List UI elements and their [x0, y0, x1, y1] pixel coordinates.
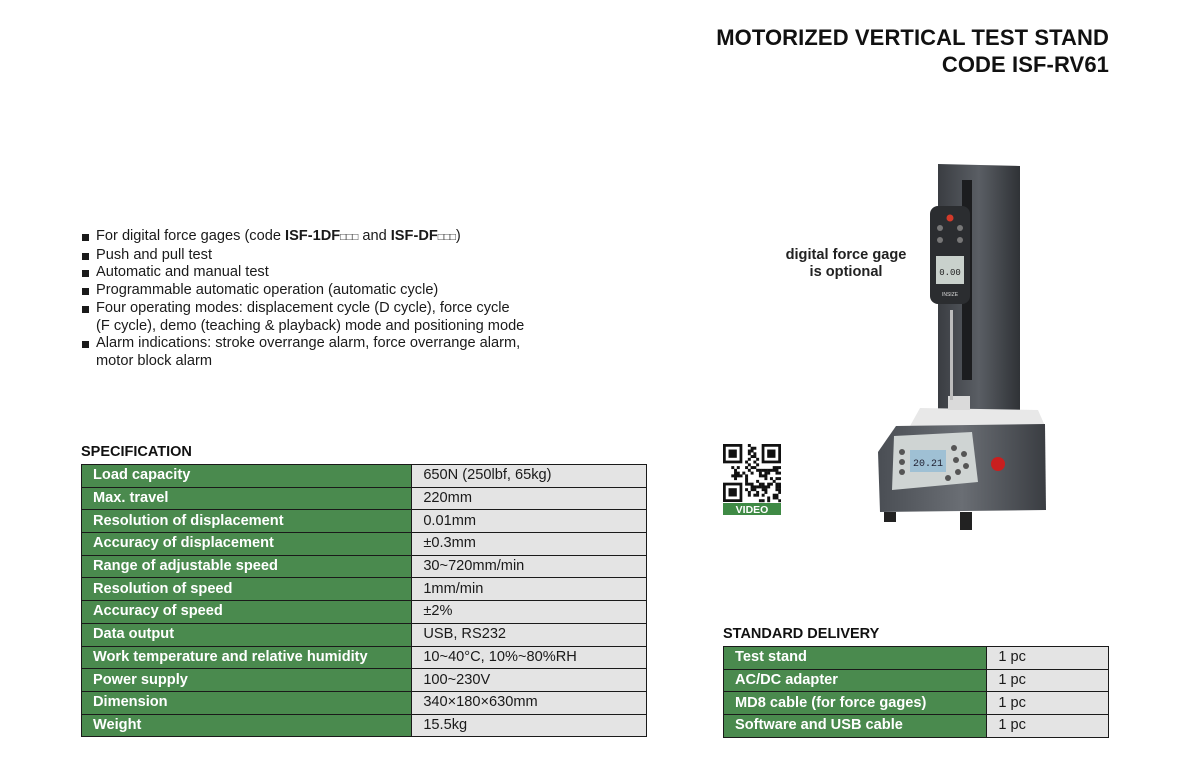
row-value: 1 pc	[987, 669, 1109, 692]
row-label: Work temperature and relative humidity	[82, 646, 412, 669]
row-value: 1 pc	[987, 715, 1109, 738]
table-row	[82, 691, 647, 714]
table-row	[82, 510, 647, 533]
table-row	[724, 647, 1109, 670]
specification-table	[81, 464, 647, 737]
gage-optional-note: digital force gage is optional	[785, 247, 907, 280]
table-row	[82, 669, 647, 692]
row-value: USB, RS232	[412, 623, 647, 646]
row-label: Software and USB cable	[724, 715, 987, 738]
table-row	[82, 555, 647, 578]
table-row	[724, 692, 1109, 715]
gage-code: ISF-1DF	[285, 228, 341, 244]
row-label: Power supply	[82, 669, 412, 692]
title-line-2: CODE ISF-RV61	[941, 52, 1109, 77]
svg-text:INSIZE: INSIZE	[941, 292, 959, 298]
row-value: 1mm/min	[412, 578, 647, 601]
row-value: 15.5kg	[412, 714, 647, 737]
row-label: Data output	[82, 623, 412, 646]
row-value: 340×180×630mm	[412, 691, 647, 714]
table-row	[82, 646, 647, 669]
row-value: ±0.3mm	[412, 533, 647, 556]
table-row	[82, 714, 647, 737]
row-value: 1 pc	[987, 647, 1109, 670]
specification-heading: SPECIFICATION	[81, 444, 192, 460]
row-label: MD8 cable (for force gages)	[724, 692, 987, 715]
standard-delivery-table	[723, 646, 1109, 738]
table-row	[724, 669, 1109, 692]
table-row	[82, 487, 647, 510]
row-label: Range of adjustable speed	[82, 555, 412, 578]
row-label: Load capacity	[82, 465, 412, 488]
table-row	[724, 715, 1109, 738]
row-label: AC/DC adapter	[724, 669, 987, 692]
feature-item: Push and pull test	[81, 247, 524, 265]
row-label: Accuracy of displacement	[82, 533, 412, 556]
feature-item: Automatic and manual test	[81, 264, 524, 282]
row-value: ±2%	[412, 601, 647, 624]
test-stand-image	[870, 160, 1050, 540]
row-value: 220mm	[412, 487, 647, 510]
feature-list	[81, 228, 524, 371]
svg-text:20.21: 20.21	[912, 459, 944, 470]
page-title	[716, 24, 1109, 78]
row-value: 10~40°C, 10%~80%RH	[412, 646, 647, 669]
row-label: Accuracy of speed	[82, 601, 412, 624]
row-value: 100~230V	[412, 669, 647, 692]
emergency-stop-icon	[991, 457, 1005, 471]
row-label: Weight	[82, 714, 412, 737]
row-label: Resolution of speed	[82, 578, 412, 601]
row-value: 30~720mm/min	[412, 555, 647, 578]
standard-delivery-heading: STANDARD DELIVERY	[723, 626, 880, 642]
row-value: 650N (250lbf, 65kg)	[412, 465, 647, 488]
table-row	[82, 465, 647, 488]
row-label: Test stand	[724, 647, 987, 670]
row-label: Max. travel	[82, 487, 412, 510]
row-value: 1 pc	[987, 692, 1109, 715]
feature-item: For digital force gages (code ISF-1DF□□□ and ISF-DF□□□)	[81, 228, 524, 247]
table-row	[82, 578, 647, 601]
row-label: Dimension	[82, 691, 412, 714]
table-row	[82, 623, 647, 646]
video-badge: VIDEO	[735, 504, 769, 516]
feature-item: Four operating modes: displacement cycle (D cycle), force cycle (F cycle), demo (teaching & playback) mode and positioning mode	[81, 300, 524, 335]
gage-code: ISF-DF	[390, 228, 438, 244]
title-line-1: MOTORIZED VERTICAL TEST STAND	[716, 25, 1109, 50]
table-row	[82, 601, 647, 624]
feature-item: Alarm indications: stroke overrange alarm, force overrange alarm, motor block alarm	[81, 335, 524, 370]
row-label: Resolution of displacement	[82, 510, 412, 533]
svg-text:0.00: 0.00	[939, 268, 961, 278]
row-value: 0.01mm	[412, 510, 647, 533]
table-row	[82, 533, 647, 556]
feature-item: Programmable automatic operation (automatic cycle)	[81, 282, 524, 300]
qr-code-icon[interactable]	[723, 444, 781, 516]
